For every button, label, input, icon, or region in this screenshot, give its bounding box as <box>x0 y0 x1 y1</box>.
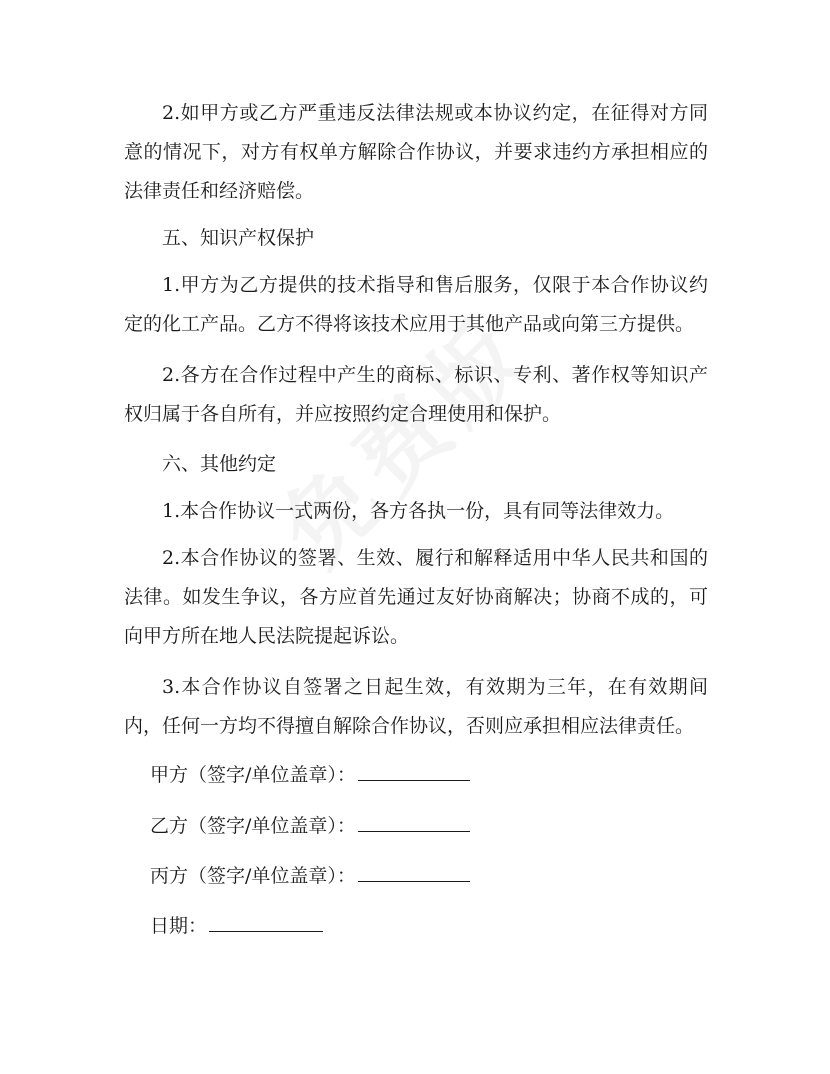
signature-party-c-line[interactable] <box>358 862 470 882</box>
signature-party-c <box>150 862 470 890</box>
signature-date-line[interactable] <box>209 912 323 932</box>
signature-party-b <box>150 812 470 840</box>
signature-party-a <box>150 761 470 789</box>
clause-5-2: 2.各方在合作过程中产生的商标、标识、专利、著作权等知识产权归属于各自所有，并应按照约定合理使用和保护。 <box>124 364 708 425</box>
section-5-title: 五、知识产权保护 <box>162 227 315 249</box>
section-6-title: 六、其他约定 <box>162 453 277 475</box>
clause-6-2: 2.本合作协议的签署、生效、履行和解释适用中华人民共和国的法律。如发生争议，各方应首先通过友好协商解决；协商不成的，可向甲方所在地人民法院提起诉讼。 <box>124 547 708 647</box>
signature-party-a-label: 甲方（签字/单位盖章）： <box>150 764 356 786</box>
signature-party-c-label: 丙方（签字/单位盖章）： <box>150 865 356 887</box>
signature-date <box>150 912 323 940</box>
clause-6-1: 1.本合作协议一式两份，各方各执一份，具有同等法律效力。 <box>162 500 675 522</box>
signature-party-b-line[interactable] <box>358 812 470 832</box>
clause-4-2: 2.如甲方或乙方严重违反法律法规或本协议约定，在征得对方同意的情况下，对方有权单方解除合作协议，并要求违约方承担相应的法律责任和经济赔偿。 <box>124 102 708 202</box>
signature-party-a-line[interactable] <box>358 761 470 781</box>
signature-date-label: 日期： <box>150 915 208 937</box>
clause-6-3: 3.本合作协议自签署之日起生效，有效期为三年，在有效期间内，任何一方均不得擅自解除合作协议，否则应承担相应法律责任。 <box>124 676 708 737</box>
clause-5-1: 1.甲方为乙方提供的技术指导和售后服务，仅限于本合作协议约定的化工产品。乙方不得将该技术应用于其他产品或向第三方提供。 <box>124 274 708 335</box>
signature-party-b-label: 乙方（签字/单位盖章）： <box>150 815 356 837</box>
